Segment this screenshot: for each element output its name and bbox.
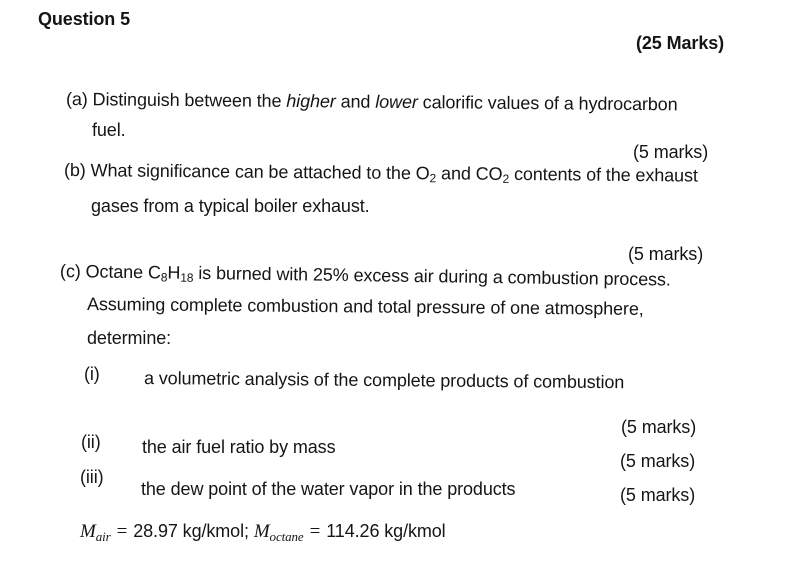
lower-term: lower [375,91,418,113]
item-iii-number: (iii) [80,467,104,487]
part-c-line3: determine: [87,328,172,348]
item-iii-marks: (5 marks) [620,485,696,505]
item-ii-marks: (5 marks) [620,451,696,471]
part-a-line2: fuel. [92,120,126,140]
part-a-marks: (5 marks) [633,142,709,162]
item-ii-number: (ii) [81,432,101,452]
item-i-marks: (5 marks) [621,417,697,437]
given-constants: $M_{air} = 28.97$ kg/kmol; $M_{octane} = 114.26$ kg/kmol [80,521,446,544]
part-b-marks: (5 marks) [628,244,704,264]
part-b-line2: gases from a typical boiler exhaust. [91,196,370,216]
item-i-text: a volumetric analysis of the complete products of combustion [143,368,625,393]
item-iii-text: the dew point of the water vapor in the products [141,479,516,499]
part-c-line2: Assuming complete combustion and total pressure of one atmosphere, [86,294,644,319]
item-i-number: (i) [84,364,100,384]
part-b-line1: (b) What significance can be attached to the O2 and CO2 contents of the exhaust [63,160,698,186]
part-c-line1: (c) Octane C8H18 is burned with 25% excess air during a combustion process. [59,261,671,290]
question-total-marks: (25 Marks) [636,33,725,53]
question-title: Question 5 [38,9,131,29]
higher-term: higher [286,90,336,112]
item-ii-text: the air fuel ratio by mass [142,437,336,457]
part-a-line1: (a) Distinguish between the higher and lower calorific values of a hydrocarbon [65,89,678,115]
